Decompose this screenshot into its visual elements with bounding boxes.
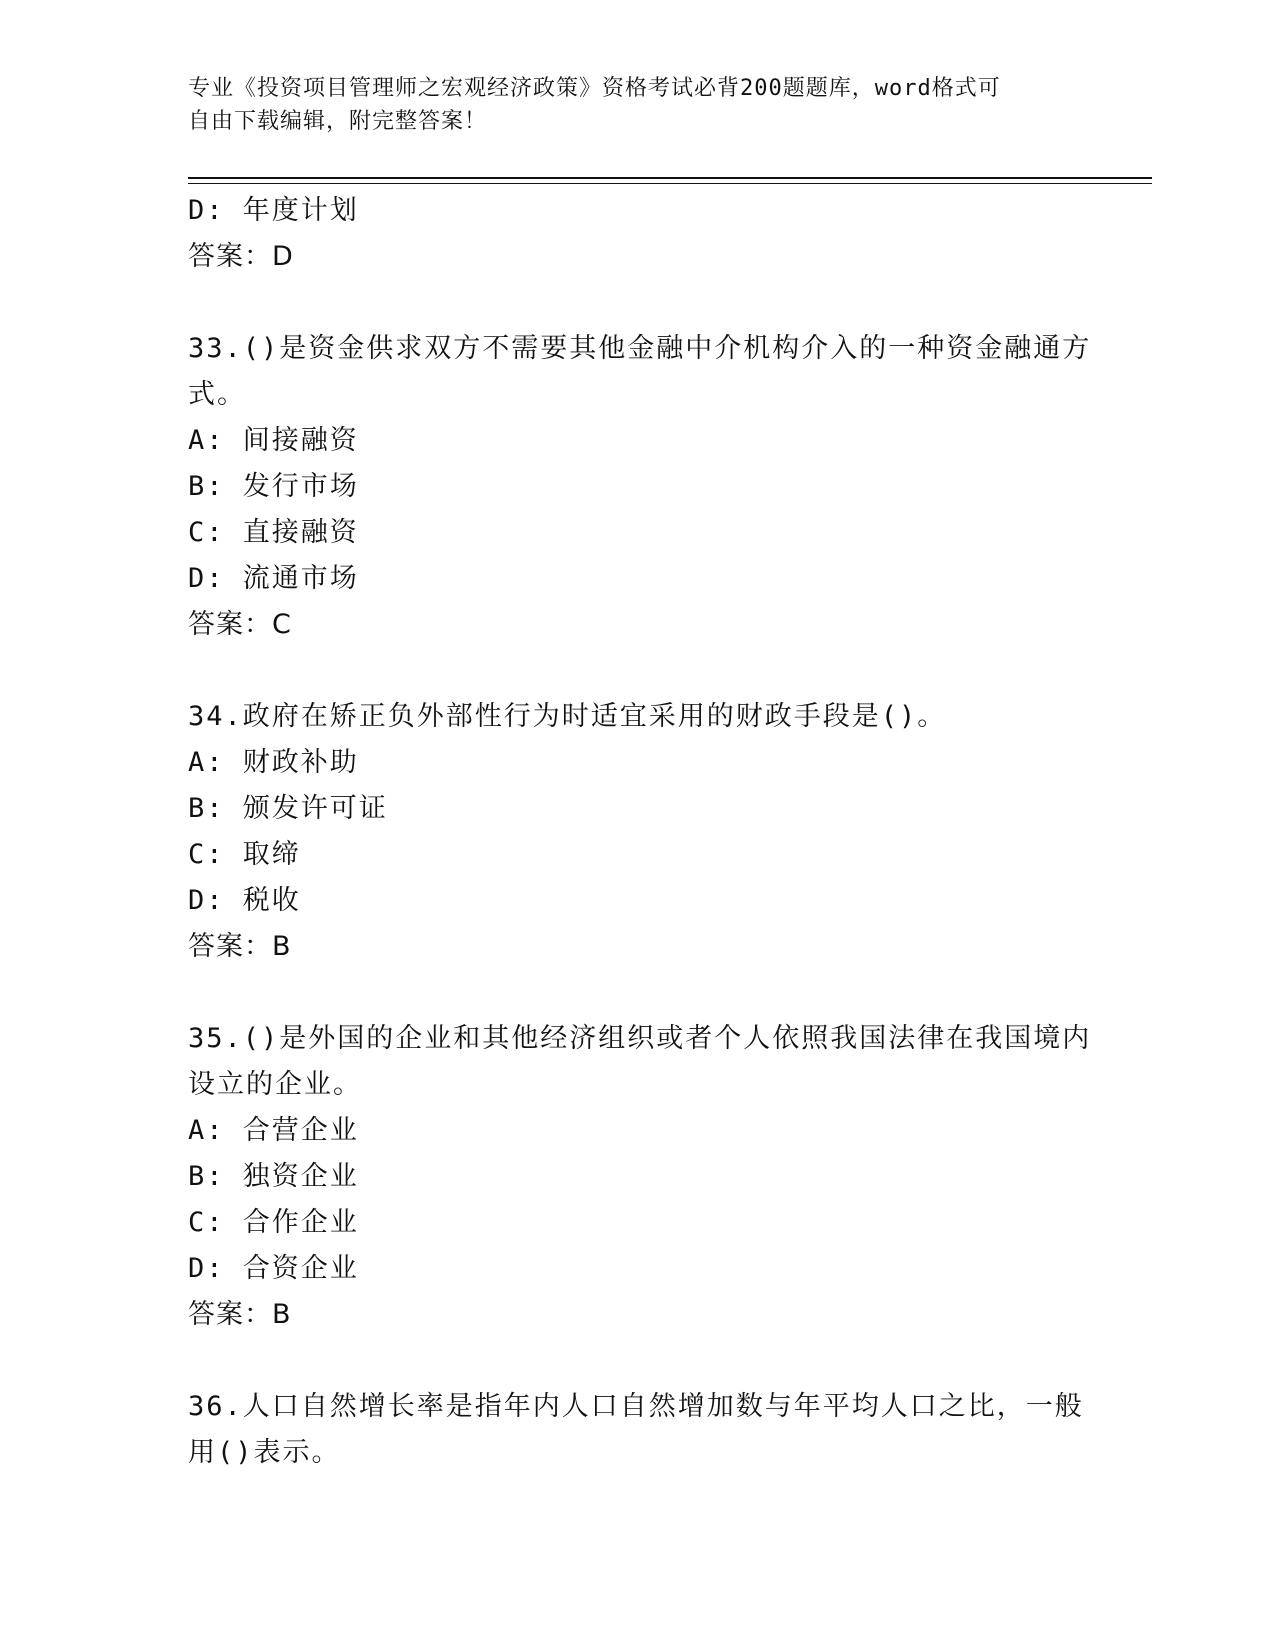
option-b: B: 发行市场 (188, 471, 359, 502)
header-divider-thin (188, 183, 1152, 184)
header-line-2: 自由下载编辑，附完整答案！ (188, 109, 488, 134)
option-b: B: 颁发许可证 (188, 793, 388, 824)
option-d: D: 合资企业 (188, 1253, 359, 1284)
option-a: A: 间接融资 (188, 425, 359, 456)
header-line-1: 专业《投资项目管理师之宏观经济政策》资格考试必背200题题库，word格式可 (188, 76, 1001, 101)
option-c: C: 直接融资 (188, 517, 359, 548)
option-c: C: 合作企业 (188, 1207, 359, 1238)
question-list (188, 188, 1092, 1476)
spacer (188, 280, 1088, 326)
option-a: A: 财政补助 (188, 747, 359, 778)
question-text: 33.()是资金供求双方不需要其他金融中介机构介入的一种资金融通方 (188, 333, 1092, 364)
answer-label: 答案：B (188, 1299, 292, 1330)
option-d: D: 年度计划 (188, 195, 359, 226)
option-a: A: 合营企业 (188, 1115, 359, 1146)
question-text-continued: 式。 (188, 379, 246, 410)
answer-label: 答案：D (188, 241, 294, 272)
spacer (188, 1338, 1088, 1384)
answer-label: 答案：C (188, 609, 292, 640)
spacer (188, 970, 1088, 1016)
spacer (188, 648, 1088, 694)
option-d: D: 税收 (188, 885, 301, 916)
question-text: 34.政府在矫正负外部性行为时适宜采用的财政手段是()。 (188, 701, 947, 732)
option-c: C: 取缔 (188, 839, 301, 870)
option-b: B: 独资企业 (188, 1161, 359, 1192)
document-header (188, 72, 1088, 138)
question-text: 35.()是外国的企业和其他经济组织或者个人依照我国法律在我国境内 (188, 1023, 1092, 1054)
question-text-continued: 设立的企业。 (188, 1069, 362, 1100)
header-divider (188, 177, 1152, 179)
option-d: D: 流通市场 (188, 563, 359, 594)
answer-label: 答案：B (188, 931, 292, 962)
question-text: 36.人口自然增长率是指年内人口自然增加数与年平均人口之比，一般 (188, 1391, 1084, 1422)
question-text-continued: 用()表示。 (188, 1437, 341, 1468)
